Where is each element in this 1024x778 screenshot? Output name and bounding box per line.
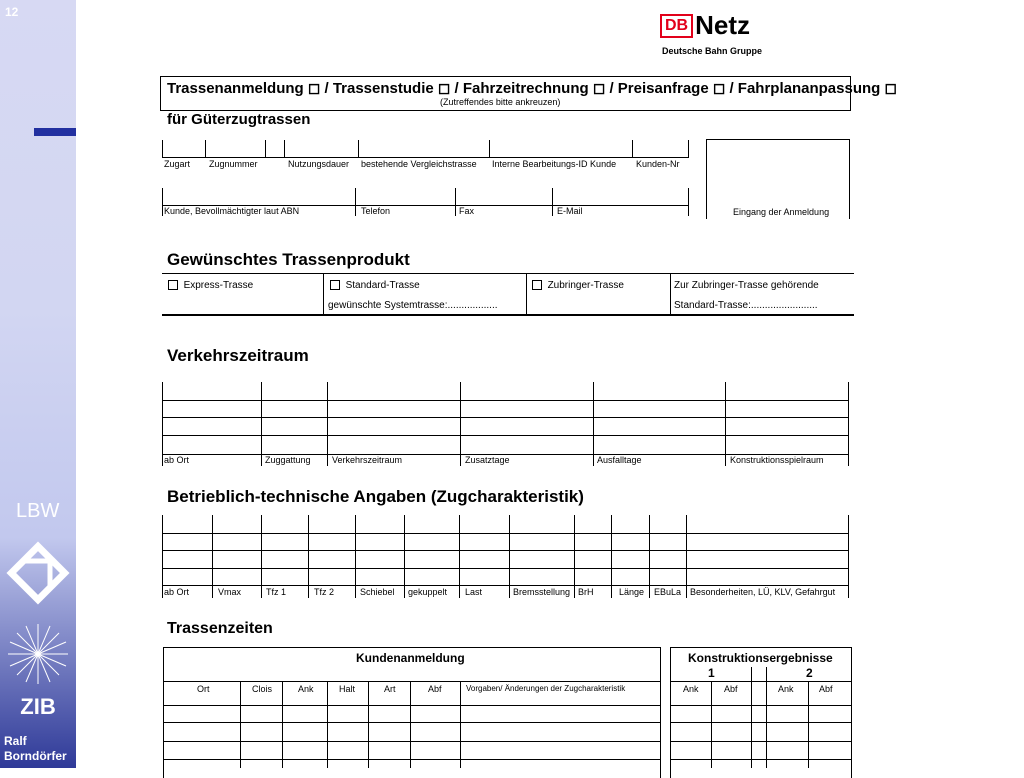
form-rule-line: [163, 722, 660, 723]
field-kunden-nr: Kunden-Nr: [636, 159, 680, 169]
form-rule-line: [848, 515, 849, 598]
feeder-standard-field: Standard-Trasse:........................: [674, 300, 818, 311]
sidebar-marker: [34, 128, 76, 136]
form-rule-line: [725, 382, 726, 466]
construction-num-1: 1: [708, 666, 715, 680]
tech-col-vmax: Vmax: [218, 587, 242, 597]
tech-col-ab-ort: ab Ort: [164, 587, 190, 597]
form-rule-line: [284, 140, 285, 158]
form-rule-line: [162, 585, 849, 586]
form-rule-line: [455, 188, 456, 216]
form-rule-line: [212, 515, 213, 598]
form-rule-line: [632, 140, 633, 158]
form-rule-line: [162, 382, 163, 466]
form-rule-line: [323, 273, 324, 314]
field-email: E-Mail: [557, 206, 583, 216]
form-rule-line: [162, 157, 688, 158]
form-rule-line: [308, 515, 309, 598]
page-number: 12: [5, 5, 19, 19]
form-rule-line: [670, 759, 851, 760]
express-option: Express-Trasse: [168, 280, 253, 291]
request-type-title: Trassenanmeldung ◻ / Trassenstudie ◻ / Fahrzeitrechnung ◻ / Preisanfrage ◻ / Fahrplananpassung ◻: [167, 80, 897, 97]
form-rule-line: [355, 188, 356, 216]
feeder-checkbox[interactable]: [532, 280, 542, 290]
form-rule-line: [240, 681, 241, 768]
form-rule-line: [649, 515, 650, 598]
form-rule-line: [611, 515, 612, 598]
db-group-text: Deutsche Bahn Gruppe: [662, 46, 763, 56]
form-rule-line: [670, 741, 851, 742]
zib-logo: [8, 622, 68, 722]
construction-col-ank-1: Ank: [683, 684, 699, 694]
form-rule-line: [670, 705, 851, 706]
form-rule-line: [574, 515, 575, 598]
traffic-col-ab-ort: ab Ort: [164, 455, 190, 465]
sidebar-label: LBW: [16, 500, 60, 522]
tech-col-brh: BrH: [578, 587, 594, 597]
form-rule-line: [205, 140, 206, 158]
field-telefon: Telefon: [361, 206, 391, 216]
request-type-note: (Zutreffendes bitte ankreuzen): [440, 97, 561, 107]
customer-col-ort: Ort: [197, 684, 210, 694]
times-heading: Trassenzeiten: [167, 620, 273, 637]
standard-checkbox[interactable]: [330, 280, 340, 290]
form-rule-line: [162, 140, 163, 158]
customer-col-art: Art: [384, 684, 396, 694]
form-rule-line: [688, 140, 689, 158]
form-rule-line: [162, 273, 854, 274]
form-rule-line: [670, 722, 851, 723]
form-rule-line: [265, 140, 266, 158]
traffic-col-ausfalltage: Ausfalltage: [597, 455, 642, 465]
form-rule-line: [808, 681, 809, 768]
db-mark: DB: [660, 14, 693, 38]
form-rule-line: [670, 273, 671, 314]
traffic-col-verkehrszeitraum: Verkehrszeitraum: [332, 455, 403, 465]
construction-col-abf-1: Abf: [724, 684, 738, 694]
traffic-col-zusatztage: Zusatztage: [465, 455, 510, 465]
form-rule-line: [460, 382, 461, 466]
tech-col-tfz2: Tfz 2: [314, 587, 335, 597]
tech-col-gekuppelt: gekuppelt: [408, 587, 448, 597]
form-rule-line: [593, 382, 594, 466]
technical-heading: Betrieblich-technische Angaben (Zugcharakteristik): [167, 487, 584, 506]
tech-col-last: Last: [465, 587, 483, 597]
form-rule-line: [163, 741, 660, 742]
field-kunde: Kunde, Bevollmächtigter laut ABN: [164, 206, 300, 216]
form-rule-line: [162, 188, 163, 216]
feeder-standard-label: Zur Zubringer-Trasse gehörende: [674, 280, 819, 291]
customer-col-clois: Clois: [252, 684, 273, 694]
form-rule-line: [688, 188, 689, 216]
form-rule-line: [162, 400, 849, 401]
form-rule-line: [368, 681, 369, 768]
form-rule-line: [460, 681, 461, 768]
form-rule-line: [355, 515, 356, 598]
field-zugnummer: Zugnummer: [209, 159, 258, 169]
tech-col-bremsstellung: Bremsstellung: [513, 587, 571, 597]
tech-col-schiebel: Schiebel: [360, 587, 395, 597]
form-rule-line: [162, 533, 849, 534]
form-rule-line: [410, 681, 411, 768]
form-rule-line: [162, 550, 849, 551]
form-rule-line: [163, 759, 660, 760]
db-netz-logo: [660, 10, 750, 41]
customer-col-abf: Abf: [428, 684, 442, 694]
field-zugart: Zugart: [164, 159, 191, 169]
form-rule-line: [162, 314, 854, 316]
form-rule-line: [509, 515, 510, 598]
slide-sidebar: [0, 0, 76, 768]
tech-col-ebula: EBuLa: [654, 587, 682, 597]
form-rule-line: [459, 515, 460, 598]
form-rule-line: [711, 681, 712, 768]
construction-num-2: 2: [806, 666, 813, 680]
form-rule-line: [489, 140, 490, 158]
form-rule-line: [162, 568, 849, 569]
receipt-label: Eingang der Anmeldung: [733, 207, 830, 217]
form-rule-line: [162, 417, 849, 418]
netz-text: Netz: [695, 10, 751, 40]
form-rule-line: [327, 382, 328, 466]
form-rule-line: [552, 188, 553, 216]
form-rule-line: [327, 681, 328, 768]
tech-col-tfz1: Tfz 1: [266, 587, 287, 597]
form-rule-line: [358, 140, 359, 158]
customer-table-title: Kundenanmeldung: [356, 651, 465, 665]
field-fax: Fax: [459, 206, 475, 216]
form-rule-line: [162, 435, 849, 436]
construction-table-title: Konstruktionsergebnisse: [688, 651, 833, 665]
form-rule-line: [261, 515, 262, 598]
traffic-col-konstruktionsspielraum: Konstruktionsspielraum: [730, 455, 824, 465]
form-rule-line: [163, 681, 660, 682]
author-name: Ralf Borndörfer: [4, 734, 67, 763]
construction-col-abf-2: Abf: [819, 684, 833, 694]
traffic-col-zuggattung: Zuggattung: [265, 455, 311, 465]
form-rule-line: [670, 681, 851, 682]
form-rule-line: [162, 515, 163, 598]
field-vergleichstrasse: bestehende Vergleichstrasse: [361, 159, 477, 169]
form-rule-line: [282, 681, 283, 768]
form-rule-line: [526, 273, 527, 314]
feeder-option: Zubringer-Trasse: [532, 280, 624, 291]
form-rule-line: [766, 667, 767, 768]
standard-option: Standard-Trasse: [330, 280, 420, 291]
customer-col-vorgaben: Vorgaben/ Änderungen der Zugcharakteristik: [466, 684, 626, 693]
product-heading: Gewünschtes Trassenprodukt: [167, 250, 410, 269]
customer-col-ank: Ank: [298, 684, 314, 694]
tech-col-laenge: Länge: [619, 587, 645, 597]
form-rule-line: [848, 382, 849, 466]
form-rule-line: [261, 382, 262, 466]
form-rule-line: [163, 705, 660, 706]
form-rule-line: [686, 515, 687, 598]
express-checkbox[interactable]: [168, 280, 178, 290]
form-rule-line: [404, 515, 405, 598]
form-rule-line: [751, 667, 752, 768]
construction-col-ank-2: Ank: [778, 684, 794, 694]
zib-logo-text: ZIB: [20, 694, 56, 719]
form-subtitle: für Güterzugtrassen: [167, 111, 311, 128]
tech-col-besonderheiten: Besonderheiten, LÜ, KLV, Gefahrgut: [690, 587, 836, 597]
system-trasse-field: gewünschte Systemtrasse:..................: [328, 300, 498, 311]
field-bearbeitungs-id: Interne Bearbeitungs-ID Kunde: [492, 159, 617, 169]
field-nutzungsdauer: Nutzungsdauer: [288, 159, 350, 169]
traffic-heading: Verkehrszeitraum: [167, 346, 309, 365]
lbw-star-logo: [2, 537, 74, 609]
customer-col-halt: Halt: [339, 684, 356, 694]
